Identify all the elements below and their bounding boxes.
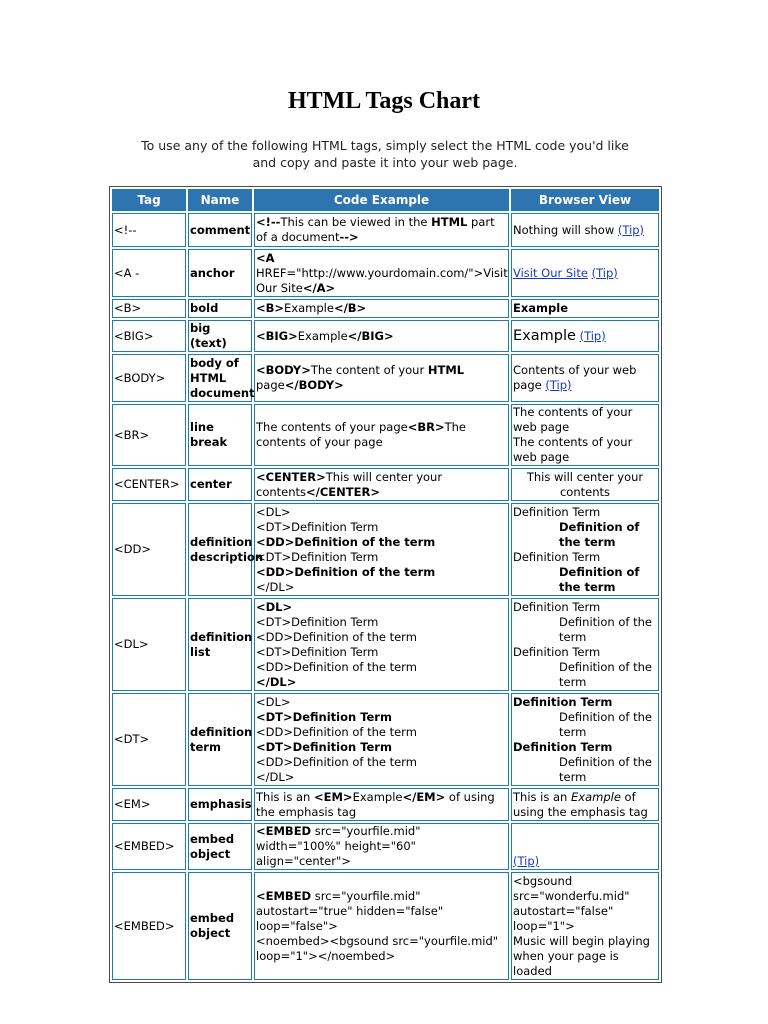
tag-cell: <EM> xyxy=(112,788,186,821)
table-row-big xyxy=(112,320,659,352)
intro-text: To use any of the following HTML tags, simply select the HTML code you'd like and copy and paste it into your web page. xyxy=(141,138,629,170)
table-row-body xyxy=(112,354,659,402)
view-cell: Nothing will show (Tip) xyxy=(511,213,659,247)
table-row-dt xyxy=(112,693,659,786)
tag-cell: <A - xyxy=(112,249,186,297)
tag-cell: <B> xyxy=(112,299,186,318)
visit-our-site-link[interactable]: Visit Our Site xyxy=(513,265,588,280)
name-cell: comment xyxy=(188,213,252,247)
tag-cell: <BODY> xyxy=(112,354,186,402)
name-cell: emphasis xyxy=(188,788,252,821)
view-cell: Definition Term Definition of the term Definition Term Definition of the term xyxy=(511,693,659,786)
tag-cell: <!-- xyxy=(112,213,186,247)
header-code-example: Code Example xyxy=(254,189,509,211)
header-tag: Tag xyxy=(112,189,186,211)
code-cell: <BIG>Example</BIG> xyxy=(254,320,509,352)
tag-cell: <BIG> xyxy=(112,320,186,352)
table-row-anchor xyxy=(112,249,659,297)
table-row-bold xyxy=(112,299,659,318)
code-cell: <!--This can be viewed in the HTML part of a document--> xyxy=(254,213,509,247)
view-cell: This will center your contents xyxy=(511,468,659,501)
html-tags-table xyxy=(109,186,662,983)
header-browser-view: Browser View xyxy=(511,189,659,211)
page-title: HTML Tags Chart xyxy=(287,88,481,114)
table-row-embed-2 xyxy=(112,872,659,980)
view-cell: <bgsound src="wonderfu.mid" autostart="false" loop="1"> Music will begin playing when your page is loaded xyxy=(511,872,659,980)
table-row-dl xyxy=(112,598,659,691)
name-cell: definition list xyxy=(188,598,252,691)
table-row-center xyxy=(112,468,659,501)
tag-cell: <EMBED> xyxy=(112,823,186,870)
tag-cell: <EMBED> xyxy=(112,872,186,980)
view-cell: This is an Example of using the emphasis tag xyxy=(511,788,659,821)
name-cell: definition term xyxy=(188,693,252,786)
view-cell: Example (Tip) xyxy=(511,320,659,352)
view-cell xyxy=(511,249,659,297)
name-cell: center xyxy=(188,468,252,501)
code-cell: <B>Example</B> xyxy=(254,299,509,318)
tag-cell: <DL> xyxy=(112,598,186,691)
view-cell: The contents of your web page The contents of your web page xyxy=(511,404,659,466)
code-cell: <DL> <DT>Definition Term <DD>Definition of the term <DT>Definition Term <DD>Definition of the term </DL> xyxy=(254,598,509,691)
header-name: Name xyxy=(188,189,252,211)
code-cell: <EMBED src="yourfile.mid" width="100%" height="60" align="center"> xyxy=(254,823,509,870)
tag-cell: <DT> xyxy=(112,693,186,786)
code-cell: This is an <EM>Example</EM> of using the emphasis tag xyxy=(254,788,509,821)
table-row-embed-1 xyxy=(112,823,659,870)
name-cell: anchor xyxy=(188,249,252,297)
name-cell: bold xyxy=(188,299,252,318)
name-cell: line break xyxy=(188,404,252,466)
name-cell: embed object xyxy=(188,823,252,870)
tag-cell: <BR> xyxy=(112,404,186,466)
code-cell: <BODY>The content of your HTML page</BODY> xyxy=(254,354,509,402)
name-cell: big (text) xyxy=(188,320,252,352)
table-header-row xyxy=(112,189,659,211)
table-row-em xyxy=(112,788,659,821)
view-cell: Contents of your web page (Tip) xyxy=(511,354,659,402)
view-cell: Example xyxy=(511,299,659,318)
name-cell: definition description xyxy=(188,503,252,596)
tag-cell: <CENTER> xyxy=(112,468,186,501)
tip-link[interactable]: (Tip) xyxy=(579,328,606,343)
code-cell: <EMBED src="yourfile.mid" autostart="true" hidden="false" loop="false"> <noembed><bgsound src="yourfile.mid" loop="1"></noembed> xyxy=(254,872,509,980)
table-row-br xyxy=(112,404,659,466)
view-cell: Definition Term Definition of the term Definition Term Definition of the term xyxy=(511,598,659,691)
view-cell xyxy=(511,823,659,870)
code-cell: <A HREF="http://www.yourdomain.com/">Visit Our Site</A> xyxy=(254,249,509,297)
table-row-comment xyxy=(112,213,659,247)
tip-link[interactable]: (Tip) xyxy=(591,265,618,280)
table-row-dd xyxy=(112,503,659,596)
name-cell: embed object xyxy=(188,872,252,980)
tip-link[interactable]: (Tip) xyxy=(617,222,645,237)
code-cell: <DL> <DT>Definition Term <DD>Definition of the term <DT>Definition Term <DD>Definition of the term </DL> xyxy=(254,693,509,786)
code-cell: <CENTER>This will center your contents</CENTER> xyxy=(254,468,509,501)
code-cell: <DL> <DT>Definition Term <DD>Definition of the term <DT>Definition Term <DD>Definition of the term </DL> xyxy=(254,503,509,596)
code-cell: The contents of your page<BR>The contents of your page xyxy=(254,404,509,466)
tip-link[interactable]: (Tip) xyxy=(513,854,540,868)
view-cell: Definition Term Definition of the term Definition Term Definition of the term xyxy=(511,503,659,596)
name-cell: body of HTML document xyxy=(188,354,252,402)
tag-cell: <DD> xyxy=(112,503,186,596)
tip-link[interactable]: (Tip) xyxy=(545,378,572,392)
